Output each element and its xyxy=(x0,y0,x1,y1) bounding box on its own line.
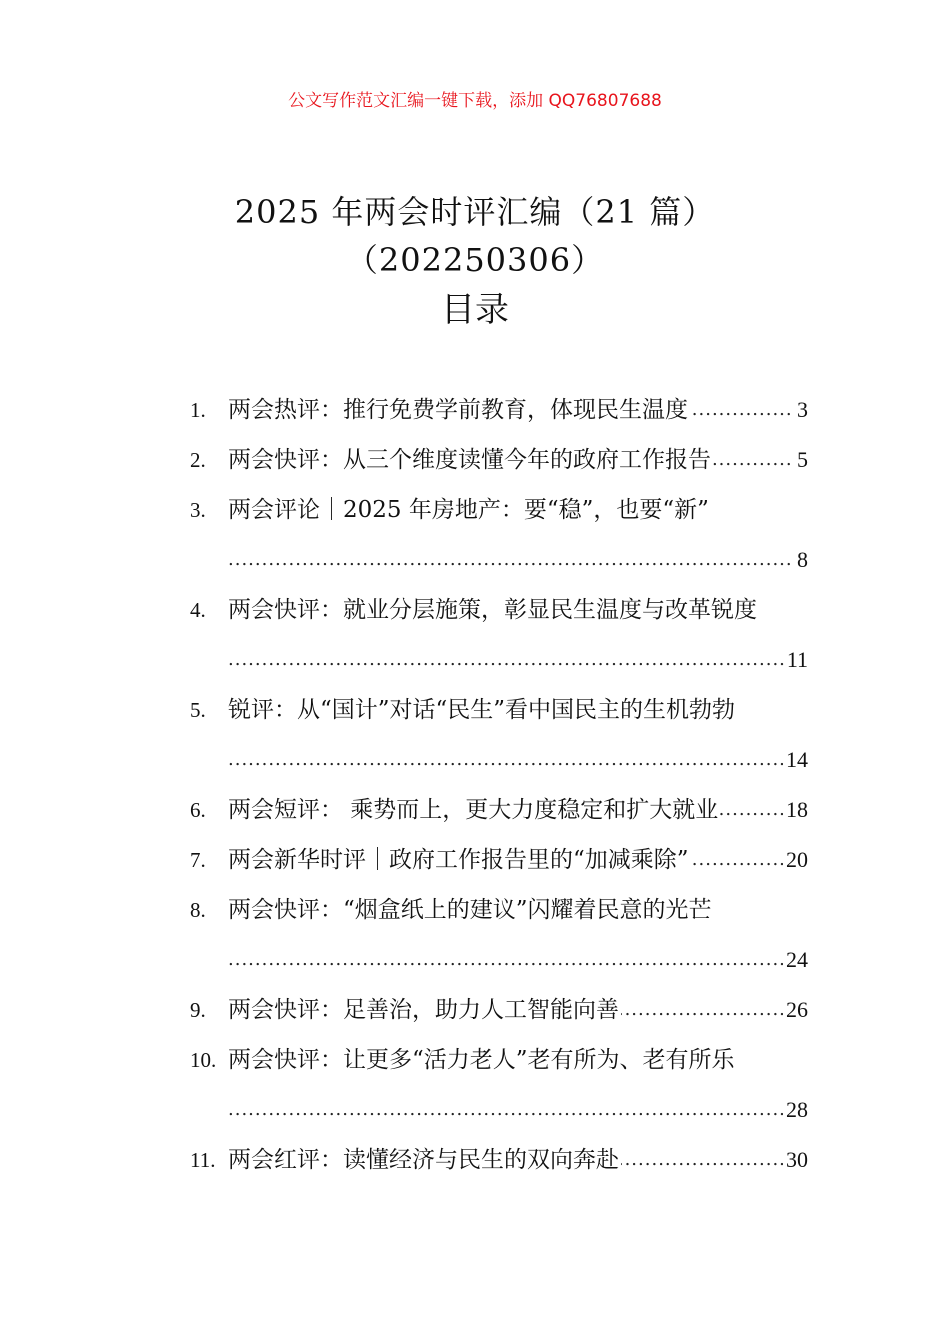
download-banner: 公文写作范文汇编一键下载，添加 QQ76807688 xyxy=(288,91,662,111)
toc-entry-6[interactable] xyxy=(190,785,808,835)
toc-entry-title: 两会评论｜2025 年房地产：要“稳”，也要“新” xyxy=(228,497,709,523)
toc-entry-title: 两会快评：让更多“活力老人”老有所为、老有所乐 xyxy=(228,1047,735,1073)
dot-leader xyxy=(228,735,808,785)
toc-entry-title: 两会红评：读懂经济与民生的双向奔赴 xyxy=(228,1147,619,1173)
toc-entry-number: 7. xyxy=(190,848,206,872)
toc-entry-title: 两会快评：从三个维度读懂今年的政府工作报告 xyxy=(228,447,711,473)
toc-entry-page: 26 xyxy=(783,985,808,1035)
toc-entry-5[interactable] xyxy=(190,685,808,785)
table-of-contents xyxy=(190,385,808,1185)
toc-entry-body xyxy=(228,385,808,435)
toc-entry-3[interactable] xyxy=(190,485,808,585)
toc-entry-body xyxy=(228,985,808,1035)
toc-entry-11[interactable] xyxy=(190,1135,808,1185)
dot-leader xyxy=(228,635,808,685)
toc-entry-body xyxy=(228,585,808,685)
toc-entry-title: 两会快评：“烟盒纸上的建议”闪耀着民意的光芒 xyxy=(228,897,712,923)
toc-entry-body xyxy=(228,835,808,885)
toc-entry-page: 18 xyxy=(783,785,808,835)
toc-entry-page: 3 xyxy=(794,385,808,435)
toc-entry-page: 8 xyxy=(794,535,808,585)
toc-entry-title: 锐评：从“国计”对话“民生”看中国民主的生机勃勃 xyxy=(228,697,736,723)
toc-entry-number: 8. xyxy=(190,898,206,922)
toc-entry-number: 3. xyxy=(190,498,206,522)
toc-entry-number: 10. xyxy=(190,1048,217,1072)
toc-entry-2[interactable] xyxy=(190,435,808,485)
toc-entry-body xyxy=(228,1135,808,1185)
toc-entry-body xyxy=(228,785,808,835)
toc-entry-page: 20 xyxy=(783,835,808,885)
toc-entry-number: 4. xyxy=(190,598,206,622)
toc-entry-1[interactable] xyxy=(190,385,808,435)
dot-leader xyxy=(228,535,808,585)
document-title: 2025 年两会时评汇编（21 篇）（202250306） xyxy=(234,193,716,279)
toc-entry-number: 6. xyxy=(190,798,206,822)
toc-entry-body xyxy=(228,485,808,585)
toc-entry-title: 两会快评：足善治，助力人工智能向善 xyxy=(228,997,619,1023)
toc-entry-body xyxy=(228,885,808,985)
toc-entry-title: 两会短评： 乘势而上，更大力度稳定和扩大就业 xyxy=(228,797,719,823)
toc-entry-title: 两会快评：就业分层施策，彰显民生温度与改革锐度 xyxy=(228,597,757,623)
toc-entry-page: 24 xyxy=(783,935,808,985)
toc-entry-7[interactable] xyxy=(190,835,808,885)
toc-entry-page: 30 xyxy=(783,1135,808,1185)
dot-leader xyxy=(228,1085,808,1135)
toc-entry-number: 2. xyxy=(190,448,206,472)
toc-entry-number: 1. xyxy=(190,398,206,422)
toc-entry-page: 11 xyxy=(784,635,808,685)
toc-entry-body xyxy=(228,435,808,485)
toc-entry-title: 两会热评：推行免费学前教育，体现民生温度 xyxy=(228,397,688,423)
toc-heading: 目录 xyxy=(441,290,509,330)
toc-entry-4[interactable] xyxy=(190,585,808,685)
toc-entry-page: 28 xyxy=(783,1085,808,1135)
toc-entry-body xyxy=(228,1035,808,1135)
dot-leader xyxy=(228,935,808,985)
toc-entry-number: 9. xyxy=(190,998,206,1022)
toc-entry-body xyxy=(228,685,808,785)
toc-entry-title: 两会新华时评｜政府工作报告里的“加减乘除” xyxy=(228,847,689,873)
toc-entry-page: 5 xyxy=(794,435,808,485)
toc-entry-number: 11. xyxy=(190,1148,216,1172)
toc-entry-9[interactable] xyxy=(190,985,808,1035)
toc-entry-10[interactable] xyxy=(190,1035,808,1135)
toc-entry-page: 14 xyxy=(783,735,808,785)
toc-entry-number: 5. xyxy=(190,698,206,722)
toc-entry-8[interactable] xyxy=(190,885,808,985)
